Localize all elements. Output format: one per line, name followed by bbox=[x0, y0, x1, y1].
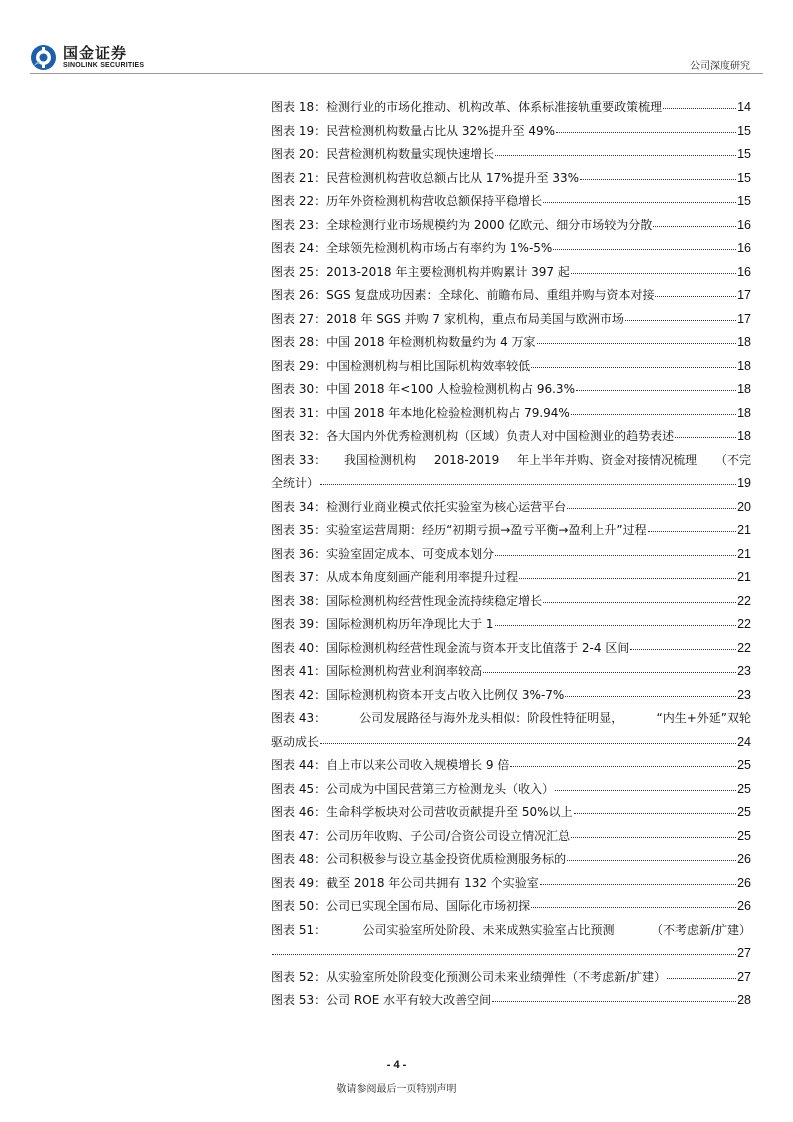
toc-entry-label: 图表 38： bbox=[271, 593, 327, 608]
toc-entry-page: 15 bbox=[737, 194, 751, 208]
toc-entry-title: 生命科学板块对公司营收贡献提升至 50%以上 bbox=[326, 805, 573, 819]
toc-entry-title-part: 公司实验室所处阶段、未来成熟实验室占比预测 bbox=[362, 922, 615, 937]
toc-entry-label: 图表 31： bbox=[271, 405, 327, 420]
toc-entry[interactable] bbox=[271, 660, 751, 684]
toc-entry-page: 16 bbox=[737, 217, 751, 232]
toc-entry-page: 23 bbox=[737, 687, 751, 702]
toc-entry-label: 图表 47： bbox=[271, 828, 327, 843]
brand-name-en: SINOLINK SECURITIES bbox=[63, 62, 145, 69]
toc-entry-page: 18 bbox=[737, 358, 751, 373]
toc-entry-title: 国际检测机构资本开支占收入比例仅 3%-7% bbox=[326, 687, 565, 702]
toc-entry-title: 中国检测机构与相比国际机构效率较低 bbox=[326, 358, 531, 373]
leader-dots bbox=[625, 306, 736, 321]
leader-dots bbox=[667, 964, 736, 979]
toc-entry-label: 图表 21： bbox=[271, 170, 327, 185]
toc-entry-page: 18 bbox=[737, 429, 751, 443]
leader-dots bbox=[495, 541, 736, 556]
toc-entry-page: 15 bbox=[737, 147, 751, 161]
toc-entry-label: 图表 20： bbox=[271, 147, 327, 161]
toc-entry-page: 17 bbox=[737, 288, 751, 302]
leader-dots bbox=[565, 682, 736, 697]
toc-entry[interactable] bbox=[271, 214, 751, 238]
toc-entry-title: 公司历年收购、子公司/合资公司设立情况汇总 bbox=[326, 828, 571, 843]
toc-entry-page: 21 bbox=[737, 570, 751, 584]
toc-entry-title: 各大国内外优秀检测机构（区域）负责人对中国检测业的趋势表述 bbox=[326, 429, 675, 443]
toc-entry[interactable] bbox=[271, 449, 751, 473]
toc-entry[interactable] bbox=[271, 355, 751, 379]
toc-entry[interactable] bbox=[271, 989, 751, 1013]
toc-entry-title: 检测行业的市场化推动、机构改革、体系标准接轨重要政策梳理 bbox=[326, 100, 663, 114]
toc-entry-label: 图表 45： bbox=[271, 781, 327, 796]
leader-dots bbox=[531, 893, 736, 908]
toc-entry-label: 图表 24： bbox=[271, 241, 327, 255]
toc-entry[interactable] bbox=[271, 96, 751, 120]
leader-dots bbox=[272, 940, 736, 955]
toc-entry-page: 14 bbox=[737, 100, 751, 114]
toc-entry[interactable] bbox=[271, 308, 751, 332]
leader-dots bbox=[630, 635, 736, 650]
toc-entry[interactable] bbox=[271, 190, 751, 214]
toc-entry-label: 图表 32： bbox=[271, 429, 327, 443]
toc-entry[interactable] bbox=[271, 167, 751, 191]
toc-entry-label: 图表 44： bbox=[271, 758, 327, 772]
toc-entry-title: 从成本角度刻画产能利用率提升过程 bbox=[326, 570, 519, 584]
leader-dots bbox=[580, 165, 736, 180]
toc-entry-title: 公司积极参与设立基金投资优质检测服务标的 bbox=[326, 852, 567, 866]
toc-entry-label: 图表 37： bbox=[271, 570, 327, 584]
toc-entry-title: 从实验室所处阶段变化预测公司未来业绩弹性（不考虑新/扩建） bbox=[326, 969, 667, 984]
toc-entry-page: 23 bbox=[737, 664, 751, 678]
toc-entry[interactable] bbox=[271, 590, 751, 614]
toc-entry-label: 图表 50： bbox=[271, 899, 327, 913]
toc-entry-label: 图表 28： bbox=[271, 335, 327, 349]
toc-entry-page: 22 bbox=[737, 640, 751, 655]
brand-name-cn: 国金证券 bbox=[63, 44, 128, 62]
toc-entry-page: 28 bbox=[737, 993, 751, 1007]
toc-entry[interactable] bbox=[271, 402, 751, 426]
toc-entry-label: 图表 22： bbox=[271, 194, 327, 208]
toc-entry[interactable] bbox=[271, 284, 751, 308]
toc-entry[interactable] bbox=[271, 684, 751, 708]
leader-dots bbox=[567, 494, 736, 509]
toc-entry-label: 图表 52： bbox=[271, 969, 327, 984]
toc-entry-title: 驱动成长 bbox=[271, 734, 320, 749]
toc-entry-title: 2013-2018 年主要检测机构并购累计 397 起 bbox=[326, 264, 570, 279]
toc-entry-title: 国际检测机构历年净现比大于 1 bbox=[326, 617, 494, 631]
toc-entry-label: 图表 36： bbox=[271, 546, 327, 561]
toc-entry-page: 26 bbox=[737, 899, 751, 913]
toc-entry-title-part: （不完 bbox=[714, 452, 751, 467]
toc-entry-page: 18 bbox=[737, 382, 751, 396]
leader-dots bbox=[320, 470, 736, 485]
toc-entry[interactable] bbox=[271, 754, 751, 778]
toc-entry[interactable] bbox=[271, 237, 751, 261]
document-type: 公司深度研究 bbox=[690, 61, 750, 72]
toc-entry-page: 25 bbox=[737, 805, 751, 819]
leader-dots bbox=[531, 353, 736, 368]
toc-entry-title-part: 我国检测机构 bbox=[343, 452, 416, 467]
leader-dots bbox=[571, 823, 736, 838]
toc-entry[interactable] bbox=[271, 895, 751, 919]
toc-entry-label: 图表 53： bbox=[271, 993, 327, 1007]
toc-entry-label: 图表 49： bbox=[271, 875, 327, 890]
leader-dots bbox=[537, 329, 737, 344]
leader-dots bbox=[567, 846, 736, 861]
toc-entry-page: 26 bbox=[737, 852, 751, 866]
toc-entry-page: 16 bbox=[737, 264, 751, 279]
page-number: - 4 - bbox=[386, 1059, 407, 1071]
toc-entry-title: 实验室运营周期：经历“初期亏损→盈亏平衡→盈利上升”过程 bbox=[326, 523, 647, 537]
toc-entry-page: 19 bbox=[737, 476, 751, 490]
toc-entry-label: 图表 35： bbox=[271, 523, 327, 537]
toc-entry-label: 图表 25： bbox=[271, 264, 327, 279]
header-divider bbox=[30, 73, 763, 74]
toc-entry[interactable] bbox=[271, 143, 751, 167]
toc-entry-label: 图表 42： bbox=[271, 687, 327, 702]
toc-entry[interactable] bbox=[271, 566, 751, 590]
leader-dots bbox=[483, 658, 736, 673]
leader-dots bbox=[510, 752, 736, 767]
toc-entry-page: 18 bbox=[737, 405, 751, 420]
toc-entry-continuation[interactable] bbox=[271, 472, 751, 496]
toc-entry-page: 26 bbox=[737, 875, 751, 890]
leader-dots bbox=[571, 259, 736, 274]
leader-dots bbox=[574, 799, 737, 814]
leader-dots bbox=[540, 870, 736, 885]
toc-entry[interactable] bbox=[271, 331, 751, 355]
toc-entry-label: 图表 41： bbox=[271, 664, 327, 678]
toc-entry-label: 图表 48： bbox=[271, 852, 327, 866]
leader-dots bbox=[571, 400, 736, 415]
leader-dots bbox=[320, 729, 736, 744]
leader-dots bbox=[495, 141, 736, 156]
toc-entry-label: 图表 40： bbox=[271, 640, 327, 655]
toc-entry-page: 17 bbox=[737, 311, 751, 326]
toc-entry-page: 25 bbox=[737, 781, 751, 796]
toc-entry[interactable] bbox=[271, 707, 751, 731]
leader-dots bbox=[519, 564, 736, 579]
toc-entry-title-part: 公司发展路径与海外龙头相似：阶段性特征明显， bbox=[359, 711, 624, 725]
toc-entry-page: 24 bbox=[737, 734, 751, 749]
toc-entry-page: 22 bbox=[737, 617, 751, 631]
table-of-figures bbox=[271, 96, 751, 1013]
toc-entry-continuation[interactable] bbox=[271, 731, 751, 755]
toc-entry-page: 27 bbox=[737, 969, 751, 984]
leader-dots bbox=[543, 188, 736, 203]
toc-entry-title: 国际检测机构经营性现金流持续稳定增长 bbox=[326, 593, 543, 608]
toc-entry-page: 21 bbox=[737, 523, 751, 537]
toc-entry-title: 民营检测机构营收总额占比从 17%提升至 33% bbox=[326, 170, 580, 185]
toc-entry-title: 全球检测行业市场规模约为 2000 亿欧元、细分市场较为分散 bbox=[326, 217, 653, 232]
toc-entry-label: 图表 19： bbox=[271, 123, 327, 138]
toc-entry-title: 自上市以来公司收入规模增长 9 倍 bbox=[326, 758, 510, 772]
toc-entry[interactable] bbox=[271, 613, 751, 637]
toc-entry-title: 公司 ROE 水平有较大改善空间 bbox=[326, 993, 492, 1007]
toc-entry-page: 25 bbox=[737, 828, 751, 843]
toc-entry-page: 20 bbox=[737, 499, 751, 514]
toc-entry-label: 图表 29： bbox=[271, 358, 327, 373]
toc-entry-label: 图表 26： bbox=[271, 288, 327, 302]
toc-entry-title: 公司成为中国民营第三方检测龙头（收入） bbox=[326, 781, 555, 796]
toc-entry-title-part: “内生+外延”双轮 bbox=[656, 711, 751, 725]
leader-dots bbox=[653, 212, 736, 227]
toc-entry-title-part: 2018-2019 bbox=[433, 452, 500, 467]
toc-entry-page: 18 bbox=[737, 335, 751, 349]
toc-entry[interactable] bbox=[271, 378, 751, 402]
toc-entry[interactable] bbox=[271, 966, 751, 990]
toc-entry[interactable] bbox=[271, 261, 751, 285]
toc-entry-label: 图表 18： bbox=[271, 100, 327, 114]
leader-dots bbox=[553, 235, 736, 250]
leader-dots bbox=[655, 282, 736, 297]
toc-entry[interactable] bbox=[271, 919, 751, 943]
leader-dots bbox=[492, 987, 736, 1002]
toc-entry-label: 图表 51： bbox=[271, 922, 327, 937]
toc-entry-title: 全球领先检测机构市场占有率约为 1%-5% bbox=[326, 241, 553, 255]
toc-entry-title: 中国 2018 年本地化检验检测机构占 79.94% bbox=[326, 405, 570, 420]
toc-entry-page: 15 bbox=[737, 123, 751, 138]
toc-entry-title: 中国 2018 年<100 人检验检测机构占 96.3% bbox=[326, 382, 575, 396]
toc-entry-page: 22 bbox=[737, 593, 751, 608]
toc-entry-title: 截至 2018 年公司共拥有 132 个实验室 bbox=[326, 875, 539, 890]
toc-entry-title: 实验室固定成本、可变成本划分 bbox=[326, 546, 495, 561]
toc-entry[interactable] bbox=[271, 778, 751, 802]
toc-entry-title: 中国 2018 年检测机构数量约为 4 万家 bbox=[326, 335, 536, 349]
toc-entry-label: 图表 33： bbox=[271, 452, 327, 467]
leader-dots bbox=[556, 118, 736, 133]
toc-entry-title: 民营检测机构数量实现快速增长 bbox=[326, 147, 495, 161]
toc-entry[interactable] bbox=[271, 120, 751, 144]
toc-entry-title: 民营检测机构数量占比从 32%提升至 49% bbox=[326, 123, 556, 138]
toc-entry-label: 图表 34： bbox=[271, 499, 327, 514]
toc-entry-label: 图表 43： bbox=[271, 711, 327, 725]
toc-entry[interactable] bbox=[271, 825, 751, 849]
toc-entry-page: 16 bbox=[737, 241, 751, 255]
leader-dots bbox=[648, 517, 736, 532]
toc-entry[interactable] bbox=[271, 519, 751, 543]
leader-dots bbox=[555, 776, 736, 791]
toc-entry-page: 15 bbox=[737, 170, 751, 185]
toc-entry-label: 图表 30： bbox=[271, 382, 327, 396]
page-header bbox=[0, 0, 793, 80]
toc-entry[interactable] bbox=[271, 872, 751, 896]
leader-dots bbox=[576, 376, 736, 391]
leader-dots bbox=[543, 588, 736, 603]
toc-entry[interactable] bbox=[271, 801, 751, 825]
toc-entry-label: 图表 27： bbox=[271, 311, 327, 326]
disclaimer-note: 敬请参阅最后一页特别声明 bbox=[336, 1084, 457, 1095]
brand-logo bbox=[30, 44, 144, 71]
toc-entry[interactable] bbox=[271, 848, 751, 872]
toc-entry-title: 历年外资检测机构营收总额保持平稳增长 bbox=[326, 194, 543, 208]
toc-entry-title: 国际检测机构经营性现金流与资本开支比值落于 2-4 区间 bbox=[326, 640, 630, 655]
toc-entry-title: SGS 复盘成功因素：全球化、前瞻布局、重组并购与资本对接 bbox=[326, 288, 655, 302]
toc-entry-title: 全统计） bbox=[271, 476, 320, 490]
leader-dots bbox=[663, 94, 736, 109]
toc-entry-title-part: 年上半年并购、资金对接情况梳理 bbox=[517, 452, 698, 467]
toc-entry[interactable] bbox=[271, 543, 751, 567]
sinolink-logo-icon bbox=[30, 44, 57, 71]
toc-entry-title: 国际检测机构营业利润率较高 bbox=[326, 664, 483, 678]
toc-entry[interactable] bbox=[271, 496, 751, 520]
toc-entry-title: 检测行业商业模式依托实验室为核心运营平台 bbox=[326, 499, 567, 514]
toc-entry-page: 25 bbox=[737, 758, 751, 772]
leader-dots bbox=[495, 611, 737, 626]
toc-entry-title: 2018 年 SGS 并购 7 家机构，重点布局美国与欧洲市场 bbox=[326, 311, 624, 326]
toc-entry-page: 21 bbox=[737, 546, 751, 561]
toc-entry-page: 27 bbox=[737, 946, 751, 960]
toc-entry[interactable] bbox=[271, 425, 751, 449]
toc-entry-title-part: （不考虑新/扩建） bbox=[650, 922, 751, 937]
toc-entry-label: 图表 23： bbox=[271, 217, 327, 232]
leader-dots bbox=[675, 423, 736, 438]
toc-entry-label: 图表 46： bbox=[271, 805, 327, 819]
toc-entry-label: 图表 39： bbox=[271, 617, 327, 631]
toc-entry-continuation[interactable] bbox=[271, 942, 751, 966]
toc-entry-title: 公司已实现全国布局、国际化市场初探 bbox=[326, 899, 531, 913]
toc-entry[interactable] bbox=[271, 637, 751, 661]
